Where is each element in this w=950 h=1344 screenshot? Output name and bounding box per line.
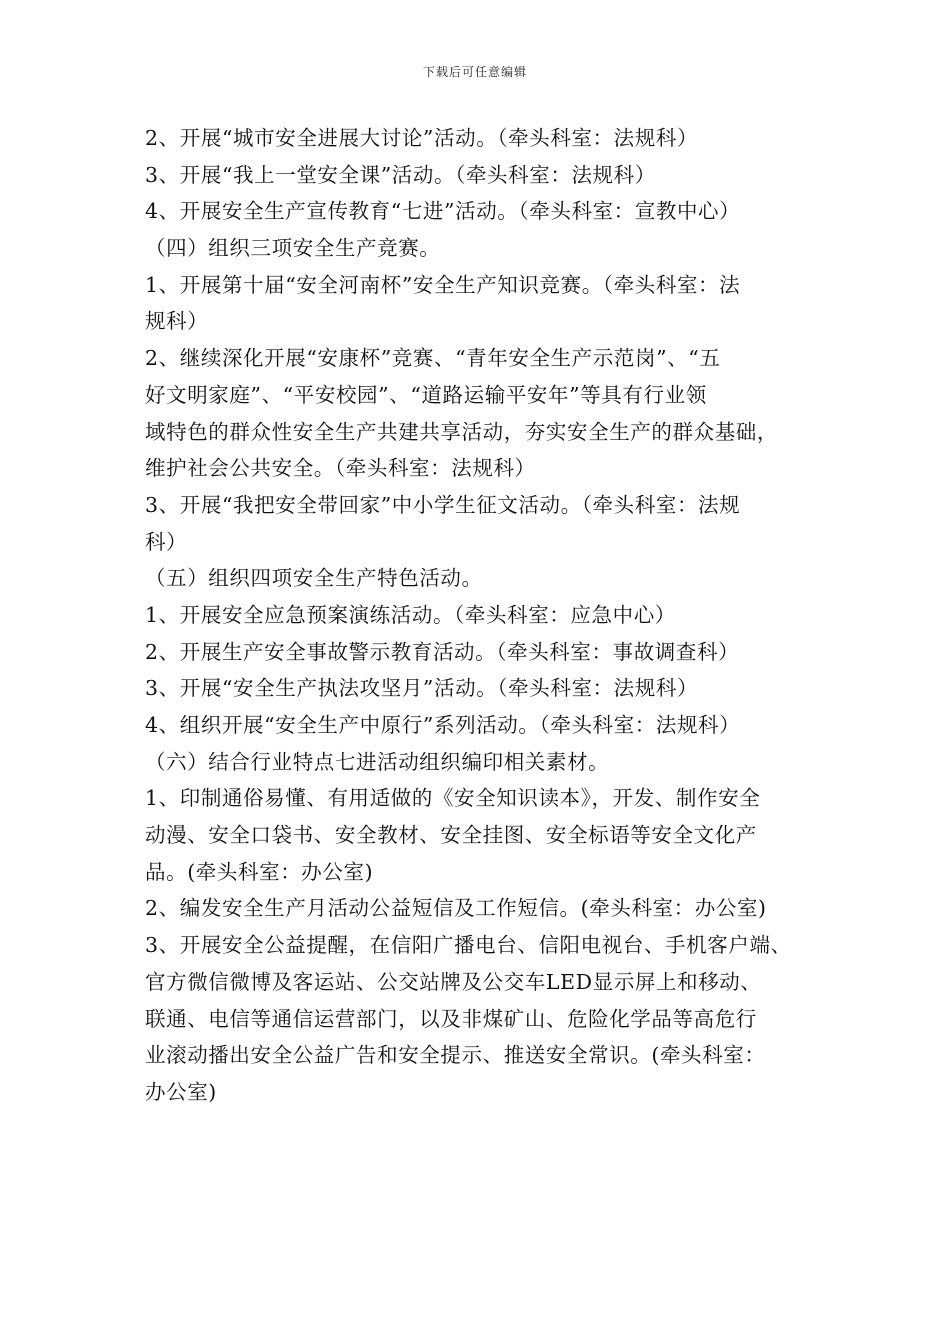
text-line: 官方微信微博及客运站、公交站牌及公交车LED显示屏上和移动、 — [145, 969, 762, 994]
text-line: 2、开展“城市安全进展大讨论”活动。（牵头科室：法规科） — [145, 126, 699, 150]
text-line: 1、开展第十届“安全河南杯”安全生产知识竞赛。（牵头科室：法 — [145, 272, 741, 297]
text-line: 4、组织开展“安全生产中原行”系列活动。（牵头科室：法规科） — [145, 713, 741, 737]
text-line: 域特色的群众性安全生产共建共享活动，夯实安全生产的群众基础， — [145, 419, 778, 444]
text-line: 1、印制通俗易懂、有用适做的《安全知识读本》，开发、制作安全 — [145, 786, 761, 811]
text-line: 动漫、安全口袋书、安全教材、安全挂图、安全标语等安全文化产 — [145, 823, 757, 848]
text-line: 2、编发安全生产月活动公益短信及工作短信。(牵头科室：办公室) — [145, 896, 767, 921]
text-line: 联通、电信等通信运营部门，以及非煤矿山、危险化学品等高危行 — [145, 1006, 757, 1031]
text-line: 品。(牵头科室：办公室) — [145, 859, 374, 884]
text-line: 3、开展“安全生产执法攻坚月”活动。（牵头科室：法规科） — [145, 676, 699, 701]
section-heading: （四）组织三项安全生产竞赛。 — [145, 236, 441, 261]
section-heading: （六）结合行业特点七进活动组织编印相关素材。 — [145, 749, 610, 774]
page-header-note: 下载后可任意编辑 — [422, 65, 527, 79]
document-body — [145, 120, 825, 1111]
text-line: 3、开展安全公益提醒，在信阳广播电台、信阳电视台、手机客户端、 — [145, 933, 792, 958]
text-line: 2、开展生产安全事故警示教育活动。（牵头科室：事故调查科） — [145, 639, 740, 664]
text-line: 3、开展“我上一堂安全课”活动。（牵头科室：法规科） — [145, 162, 656, 187]
section-heading: （五）组织四项安全生产特色活动。 — [145, 566, 483, 591]
text-line: 1、开展安全应急预案演练活动。（牵头科室：应急中心） — [145, 602, 676, 627]
text-line: 规科） — [145, 309, 209, 334]
text-line: 维护社会公共安全。（牵头科室：法规科） — [145, 456, 536, 481]
text-line: 4、开展安全生产宣传教育“七进”活动。（牵头科室：宣教中心） — [145, 199, 741, 224]
text-line: 业滚动播出安全公益广告和安全提示、推送安全常识。(牵头科室： — [145, 1043, 766, 1068]
text-line: 2、继续深化开展“安康杯”竞赛、“青年安全生产示范岗”、“五 — [145, 346, 721, 371]
text-line: 科） — [145, 529, 188, 554]
text-line: 办公室) — [145, 1079, 217, 1104]
text-line: 3、开展“我把安全带回家”中小学生征文活动。（牵头科室：法规 — [145, 492, 741, 517]
text-line: 好文明家庭”、“平安校园”、“道路运输平安年”等具有行业领 — [145, 382, 707, 407]
